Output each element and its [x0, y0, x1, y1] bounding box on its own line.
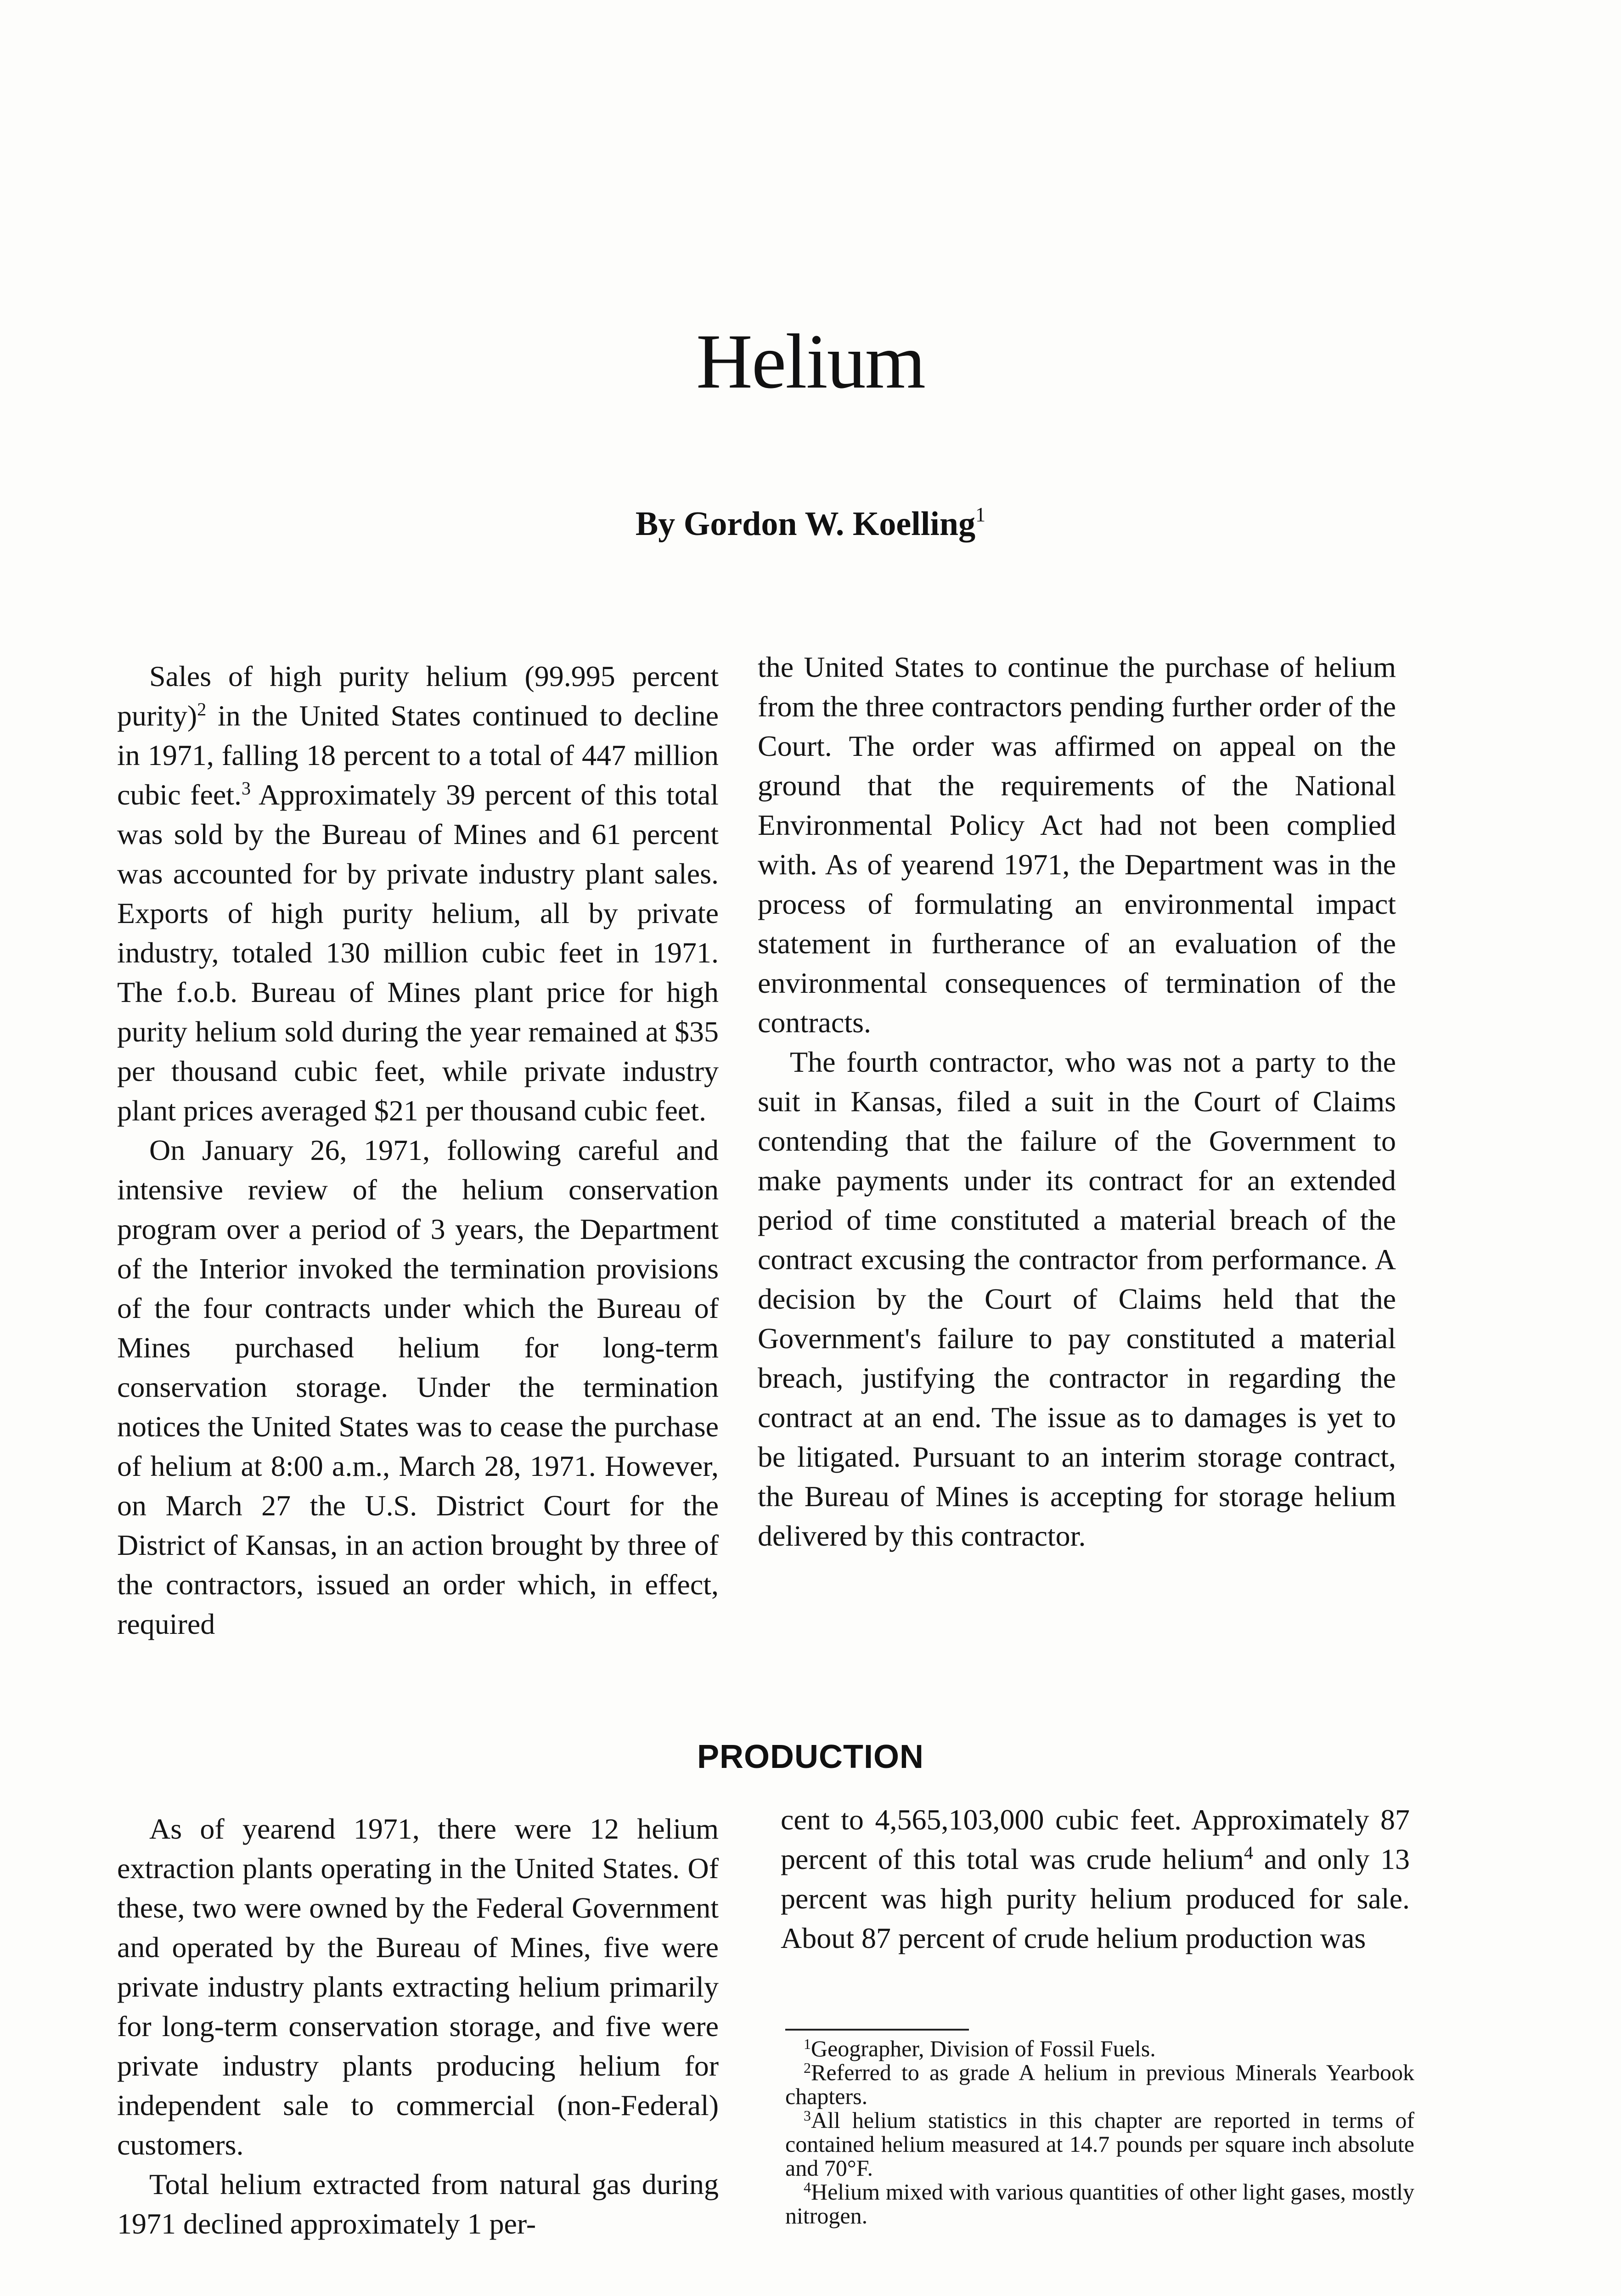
footnote-number: 2	[804, 2060, 811, 2076]
intro-paragraph-3: The fourth contractor, who was not a party to the suit in Kansas, filed a suit in the Court of Claims contending that the failure of the Government to make payments under its contract for an extended period of time constituted a material breach of the contract excusing the contractor from performance. A decision by the Court of Claims held that the Government's failure to pay constituted a material breach, justifying the contractor in regarding the contract at an end. The issue as to damages is yet to be litigated. Pursuant to an interim storage contract, the Bureau of Mines is accepting for storage helium delivered by this contractor.	[758, 1046, 1396, 1552]
intro-paragraph-2: On January 26, 1971, following careful and intensive review of the helium conservation program over a period of 3 years, the Department of the Interior invoked the termination provisions of the four contracts under which the Bureau of Mines purchased helium for long-term conservation storage. Under the termination notices the United States was to cease the purchase of helium at 8:00 a.m., March 28, 1971. However, on March 27 the U.S. District Court for the District of Kansas, in an action brought by three of the contractors, issued an order which, in effect, required	[117, 1134, 719, 1640]
production-paragraph-1: As of yearend 1971, there were 12 helium extraction plants operating in the United States. Of these, two were owned by the Federal Government and operated by the Bureau of Mines, five were private industry plants extracting helium primarily for long-term conservation storage, and five were private industry plants producing helium for independent sale to commercial (non-Federal) customers.	[117, 1812, 719, 2161]
production-paragraph-2-continued	[781, 1800, 1410, 1958]
production-paragraph-2: Total helium extracted from natural gas during 1971 declined approximately 1 per-	[117, 2168, 719, 2240]
footnote-ref: 1	[975, 503, 986, 526]
footnote-ref: 3	[242, 778, 251, 799]
footnote-item	[785, 2060, 1414, 2108]
footnote-number: 1	[804, 2036, 811, 2052]
intro-left-column	[117, 657, 719, 1644]
production-left-column	[117, 1809, 719, 2244]
footnote-number: 3	[804, 2107, 811, 2124]
footnote-ref: 2	[197, 699, 207, 720]
author-byline	[0, 503, 1621, 544]
intro-paragraph-1	[117, 657, 719, 1131]
intro-right-column	[758, 647, 1396, 1556]
section-heading-production: PRODUCTION	[697, 1739, 924, 1775]
text-span: cent to 4,565,103,000 cubic feet. Approximately 87 percent of this total was crude helium	[781, 1803, 1410, 1875]
author-name: By Gordon W. Koelling	[635, 505, 976, 543]
footnote-text: All helium statistics in this chapter are reported in terms of contained helium measured at 14.7 pounds per square inch absolute and 70°F.	[785, 2107, 1414, 2181]
text-span: Approximately 39 percent of this total was sold by the Bureau of Mines and 61 percent was accounted for by private industry plant sales. Exports of high purity helium, all by private industry, totaled 130 million cubic feet in 1971. The f.o.b. Bureau of Mines plant price for high purity helium sold during the year remained at $35 per thousand cubic feet, while private industry plant prices averaged $21 per thousand cubic feet.	[117, 778, 719, 1127]
footnote-text: Referred to as grade A helium in previous Minerals Yearbook chapters.	[785, 2060, 1414, 2109]
intro-paragraph-2-continued: the United States to continue the purchase of helium from the three contractors pending further order of the Court. The order was affirmed on appeal on the ground that the requirements of the National Environmental Policy Act had not been complied with. As of yearend 1971, the Department was in the process of formulating an environmental impact statement in furtherance of an evaluation of the environmental consequences of termination of the contracts.	[758, 651, 1396, 1039]
text-span: and only 13 percent was high purity helium produced for sale. About 87 percent of crude helium production was	[781, 1843, 1410, 1954]
footnote-ref: 4	[1244, 1842, 1253, 1863]
footnote-item	[785, 2108, 1414, 2180]
footnote-item	[785, 2180, 1414, 2228]
footnote-text: Helium mixed with various quantities of other light gases, mostly nitrogen.	[785, 2179, 1414, 2228]
footnote-number: 4	[804, 2179, 811, 2195]
footnote-item	[785, 2037, 1414, 2060]
chapter-title: Helium	[696, 318, 925, 405]
text-span: in the United States continued to decline in 1971, falling 18 percent to a total of 447 million cubic feet.	[117, 699, 719, 811]
footnote-divider	[785, 2029, 969, 2031]
text-span: Sales of high purity helium (99.995 percent purity)	[117, 660, 719, 732]
footnotes	[785, 2037, 1414, 2228]
footnote-text: Geographer, Division of Fossil Fuels.	[811, 2036, 1156, 2061]
production-right-column	[781, 1800, 1410, 1958]
